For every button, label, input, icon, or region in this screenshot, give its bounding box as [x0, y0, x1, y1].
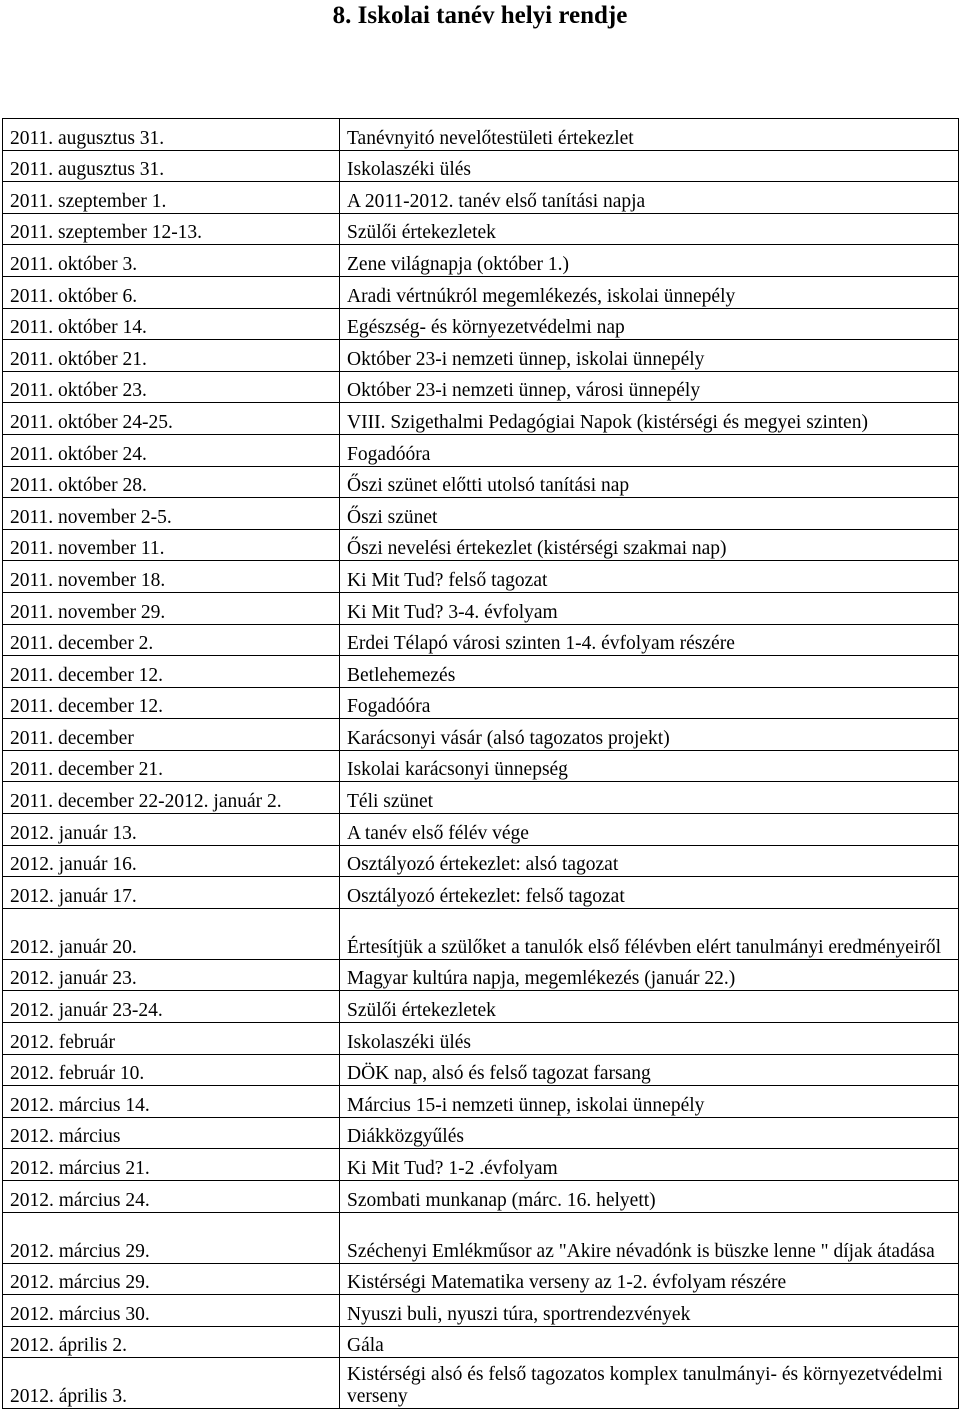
event-cell: Őszi nevelési értekezlet (kistérségi szakmai nap): [340, 529, 959, 561]
table-row: [3, 245, 959, 277]
date-cell: 2012. január 13.: [3, 814, 340, 846]
date-cell: 2011. november 29.: [3, 592, 340, 624]
event-cell: Ki Mit Tud? 1-2 .évfolyam: [340, 1149, 959, 1181]
date-cell: 2012. március 21.: [3, 1149, 340, 1181]
event-cell: Betlehemezés: [340, 656, 959, 688]
event-cell: Értesítjük a szülőket a tanulók első félévben elért tanulmányi eredményeiről: [340, 908, 959, 959]
table-row: [3, 687, 959, 719]
table-row: [3, 1212, 959, 1263]
table-row: [3, 213, 959, 245]
event-cell: Tanévnyitó nevelőtestületi értekezlet: [340, 119, 959, 151]
table-row: [3, 529, 959, 561]
event-cell: A 2011-2012. tanév első tanítási napja: [340, 182, 959, 214]
event-cell: Egészség- és környezetvédelmi nap: [340, 308, 959, 340]
date-cell: 2012. március 29.: [3, 1212, 340, 1263]
event-cell: Téli szünet: [340, 782, 959, 814]
table-row: [3, 750, 959, 782]
event-cell: Iskolaszéki ülés: [340, 150, 959, 182]
event-cell: Szombati munkanap (márc. 16. helyett): [340, 1181, 959, 1213]
table-row: [3, 1023, 959, 1055]
event-cell: Magyar kultúra napja, megemlékezés (január 22.): [340, 959, 959, 991]
date-cell: 2011. december 21.: [3, 750, 340, 782]
table-row: [3, 959, 959, 991]
date-cell: 2012. március 29.: [3, 1263, 340, 1295]
date-cell: 2011. december 12.: [3, 656, 340, 688]
table-row: [3, 1117, 959, 1149]
date-cell: 2011. október 21.: [3, 340, 340, 372]
event-cell: Őszi szünet előtti utolsó tanítási nap: [340, 466, 959, 498]
event-cell: Szülői értekezletek: [340, 991, 959, 1023]
event-cell: Osztályozó értekezlet: felső tagozat: [340, 877, 959, 909]
table-row: [3, 150, 959, 182]
event-cell: Iskolaszéki ülés: [340, 1023, 959, 1055]
table-row: [3, 1086, 959, 1118]
date-cell: 2011. december: [3, 719, 340, 751]
table-row: [3, 877, 959, 909]
date-cell: 2012. január 23-24.: [3, 991, 340, 1023]
date-cell: 2011. november 18.: [3, 561, 340, 593]
table-row: [3, 991, 959, 1023]
date-cell: 2011. október 6.: [3, 276, 340, 308]
event-cell: Gála: [340, 1326, 959, 1358]
date-cell: 2012. március 24.: [3, 1181, 340, 1213]
date-cell: 2012. február: [3, 1023, 340, 1055]
table-row: [3, 908, 959, 959]
event-cell: Széchenyi Emlékműsor az "Akire névadónk is büszke lenne " díjak átadása: [340, 1212, 959, 1263]
date-cell: 2012. március: [3, 1117, 340, 1149]
date-cell: 2011. szeptember 12-13.: [3, 213, 340, 245]
event-cell: Október 23-i nemzeti ünnep, iskolai ünnepély: [340, 340, 959, 372]
page-title: 8. Iskolai tanév helyi rendje: [332, 2, 628, 29]
event-cell: VIII. Szigethalmi Pedagógiai Napok (kistérségi és megyei szinten): [340, 403, 959, 435]
table-row: [3, 466, 959, 498]
event-cell: Iskolai karácsonyi ünnepség: [340, 750, 959, 782]
date-cell: 2011. október 24.: [3, 434, 340, 466]
date-cell: 2011. december 22-2012. január 2.: [3, 782, 340, 814]
table-row: [3, 1295, 959, 1327]
date-cell: 2011. szeptember 1.: [3, 182, 340, 214]
date-cell: 2012. február 10.: [3, 1054, 340, 1086]
event-cell: DÖK nap, alsó és felső tagozat farsang: [340, 1054, 959, 1086]
date-cell: 2012. április 2.: [3, 1326, 340, 1358]
date-cell: 2011. október 24-25.: [3, 403, 340, 435]
date-cell: 2012. január 16.: [3, 845, 340, 877]
table-row: [3, 845, 959, 877]
event-cell: Aradi vértnúkról megemlékezés, iskolai ünnepély: [340, 276, 959, 308]
date-cell: 2012. január 23.: [3, 959, 340, 991]
event-cell: Karácsonyi vásár (alsó tagozatos projekt): [340, 719, 959, 751]
event-cell: Szülői értekezletek: [340, 213, 959, 245]
table-row: [3, 1181, 959, 1213]
event-cell: Fogadóóra: [340, 434, 959, 466]
table-row: [3, 434, 959, 466]
date-cell: 2011. december 12.: [3, 687, 340, 719]
event-cell: Kistérségi alsó és felső tagozatos komplex tanulmányi- és környezetvédelmi verseny: [340, 1358, 959, 1409]
table-row: [3, 403, 959, 435]
schedule-body: [3, 119, 959, 1409]
schedule-table: [2, 118, 959, 1409]
table-row: [3, 656, 959, 688]
event-cell: Fogadóóra: [340, 687, 959, 719]
table-row: [3, 119, 959, 151]
table-row: [3, 182, 959, 214]
table-row: [3, 340, 959, 372]
event-cell: Őszi szünet: [340, 498, 959, 530]
event-cell: Március 15-i nemzeti ünnep, iskolai ünnepély: [340, 1086, 959, 1118]
date-cell: 2011. november 11.: [3, 529, 340, 561]
date-cell: 2011. augusztus 31.: [3, 119, 340, 151]
table-row: [3, 1326, 959, 1358]
date-cell: 2011. december 2.: [3, 624, 340, 656]
table-row: [3, 782, 959, 814]
table-row: [3, 498, 959, 530]
date-cell: 2011. október 3.: [3, 245, 340, 277]
date-cell: 2011. november 2-5.: [3, 498, 340, 530]
event-cell: Nyuszi buli, nyuszi túra, sportrendezvények: [340, 1295, 959, 1327]
table-row: [3, 719, 959, 751]
table-row: [3, 624, 959, 656]
date-cell: 2012. január 17.: [3, 877, 340, 909]
event-cell: Október 23-i nemzeti ünnep, városi ünnepély: [340, 371, 959, 403]
date-cell: 2012. január 20.: [3, 908, 340, 959]
table-row: [3, 1358, 959, 1409]
table-row: [3, 371, 959, 403]
event-cell: Erdei Télapó városi szinten 1-4. évfolyam részére: [340, 624, 959, 656]
event-cell: Kistérségi Matematika verseny az 1-2. évfolyam részére: [340, 1263, 959, 1295]
event-cell: Osztályozó értekezlet: alsó tagozat: [340, 845, 959, 877]
table-row: [3, 592, 959, 624]
event-cell: Zene világnapja (október 1.): [340, 245, 959, 277]
date-cell: 2012. március 30.: [3, 1295, 340, 1327]
table-row: [3, 814, 959, 846]
date-cell: 2011. október 23.: [3, 371, 340, 403]
date-cell: 2012. április 3.: [3, 1358, 340, 1409]
event-cell: Diákközgyűlés: [340, 1117, 959, 1149]
date-cell: 2012. március 14.: [3, 1086, 340, 1118]
date-cell: 2011. október 28.: [3, 466, 340, 498]
table-row: [3, 1263, 959, 1295]
table-row: [3, 1149, 959, 1181]
event-cell: A tanév első félév vége: [340, 814, 959, 846]
event-cell: Ki Mit Tud? felső tagozat: [340, 561, 959, 593]
table-row: [3, 561, 959, 593]
table-row: [3, 308, 959, 340]
event-cell: Ki Mit Tud? 3-4. évfolyam: [340, 592, 959, 624]
date-cell: 2011. október 14.: [3, 308, 340, 340]
date-cell: 2011. augusztus 31.: [3, 150, 340, 182]
table-row: [3, 1054, 959, 1086]
table-row: [3, 276, 959, 308]
